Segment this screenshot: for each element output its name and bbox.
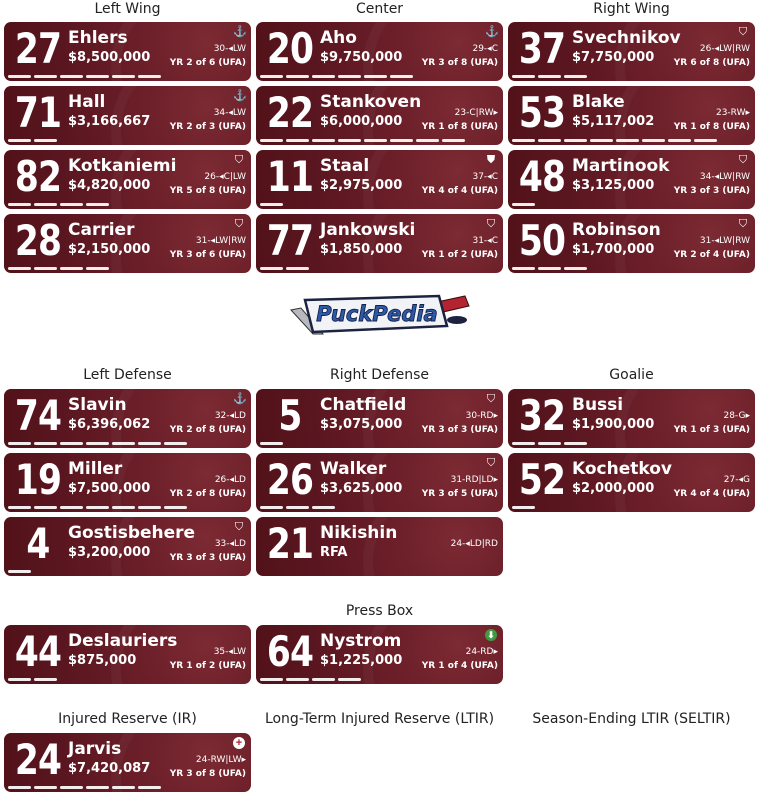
player-card-walker[interactable] (256, 453, 503, 512)
age-position: 31-◂LW|RW (195, 236, 246, 246)
player-salary: $1,900,000 (572, 417, 655, 432)
term-bar (312, 75, 335, 78)
term-bar (260, 203, 283, 206)
header-press-box: Press Box (345, 603, 414, 619)
term-bar (564, 267, 587, 270)
age-position: 31-◂C (472, 236, 498, 246)
term-bar (512, 442, 535, 445)
term-bar (312, 678, 335, 681)
player-salary: $2,975,000 (320, 178, 403, 193)
player-name: Svechnikov (572, 28, 681, 48)
term-bar (668, 139, 691, 142)
player-salary: $8,500,000 (68, 50, 151, 65)
age-position: 33-◂LD (214, 539, 246, 549)
contract-year: YR 2 of 6 (UFA) (169, 58, 246, 68)
term-bar (564, 442, 587, 445)
term-bar (86, 267, 109, 270)
contract-year: YR 6 of 8 (UFA) (673, 58, 750, 68)
age-position: 37-◂C (472, 172, 498, 182)
jersey-number: 28 (14, 216, 62, 265)
contract-year: YR 4 of 4 (UFA) (421, 186, 498, 196)
contract-year: YR 2 of 3 (UFA) (169, 122, 246, 132)
term-bar (60, 75, 83, 78)
jersey-number: 27 (14, 24, 62, 73)
player-card-nikishin[interactable] (256, 517, 503, 576)
player-salary: $875,000 (68, 653, 137, 668)
contract-term-bars (8, 442, 187, 445)
player-card-miller[interactable] (4, 453, 251, 512)
player-name: Chatfield (320, 395, 407, 415)
player-name: Staal (320, 156, 370, 176)
player-salary: $3,625,000 (320, 481, 403, 496)
jersey-number: 32 (518, 391, 566, 440)
jersey-number: 4 (26, 519, 50, 568)
contract-year: YR 1 of 4 (UFA) (421, 661, 498, 671)
term-bar (538, 442, 561, 445)
term-bar (286, 506, 309, 509)
player-name: Ehlers (68, 28, 128, 48)
contract-term-bars (260, 139, 465, 142)
jersey-number: 77 (266, 216, 314, 265)
player-name: Martinook (572, 156, 670, 176)
player-salary: $6,000,000 (320, 114, 403, 129)
player-name: Walker (320, 459, 387, 479)
contract-year: YR 2 of 8 (UFA) (169, 425, 246, 435)
shield-icon: ⛉ (486, 218, 496, 230)
age-position: 31-◂LW|RW (699, 236, 750, 246)
jersey-number: 50 (518, 216, 566, 265)
player-salary: $3,075,000 (320, 417, 403, 432)
contract-year: YR 3 of 6 (UFA) (169, 250, 246, 260)
term-bar (338, 75, 361, 78)
contract-year: YR 1 of 8 (UFA) (421, 122, 498, 132)
player-salary: $3,125,000 (572, 178, 655, 193)
player-salary: $6,396,062 (68, 417, 151, 432)
age-position: 26-◂LD (214, 475, 246, 485)
term-bar (286, 678, 309, 681)
jersey-number: 44 (14, 627, 62, 676)
term-bar (112, 506, 135, 509)
header-left-wing: Left Wing (94, 1, 161, 17)
term-bar (60, 442, 83, 445)
player-card-martinook[interactable] (508, 150, 755, 209)
age-position: 34-◂LW|RW (699, 172, 750, 182)
term-bar (260, 678, 283, 681)
contract-term-bars (512, 442, 587, 445)
age-position: 26-◂LW|RW (699, 44, 750, 54)
term-bar (538, 75, 561, 78)
player-card-blake[interactable] (508, 86, 755, 145)
term-bar (260, 506, 283, 509)
term-bar (138, 442, 161, 445)
term-bar (338, 139, 361, 142)
player-name: Kochetkov (572, 459, 672, 479)
anchor-icon: ⚓ (233, 26, 247, 38)
term-bar (260, 75, 283, 78)
player-name: Nystrom (320, 631, 402, 651)
contract-year: YR 3 of 8 (UFA) (421, 58, 498, 68)
term-bar (694, 139, 717, 142)
player-card-kotkaniemi[interactable] (4, 150, 251, 209)
player-salary: $3,200,000 (68, 545, 151, 560)
player-salary: $9,750,000 (320, 50, 403, 65)
term-bar (512, 139, 535, 142)
term-bar (34, 203, 57, 206)
shield-icon: ⛉ (234, 154, 244, 166)
jersey-number: 74 (14, 391, 62, 440)
term-bar (8, 678, 31, 681)
term-bar (34, 75, 57, 78)
age-position: 31-RD|LD▸ (450, 475, 498, 485)
player-card-deslauriers[interactable] (4, 625, 251, 684)
term-bar (138, 506, 161, 509)
age-position: 26-◂C|LW (204, 172, 246, 182)
contract-term-bars (512, 139, 717, 142)
contract-year: YR 1 of 2 (UFA) (421, 250, 498, 260)
header-center: Center (355, 1, 404, 17)
header-right-wing: Right Wing (593, 1, 670, 17)
contract-term-bars (8, 506, 187, 509)
player-card-slavin[interactable] (4, 389, 251, 448)
term-bar (8, 506, 31, 509)
contract-term-bars (512, 506, 535, 509)
age-position: 34-◂LW (213, 108, 246, 118)
jersey-number: 20 (266, 24, 314, 73)
contract-term-bars (260, 75, 413, 78)
player-salary: $1,225,000 (320, 653, 403, 668)
player-name: Hall (68, 92, 106, 112)
term-bar (286, 75, 309, 78)
header-right-defense: Right Defense (329, 367, 430, 383)
player-card-chatfield[interactable] (256, 389, 503, 448)
age-position: 30-RD▸ (465, 411, 498, 421)
contract-year: YR 3 of 3 (UFA) (673, 186, 750, 196)
player-salary: $3,166,667 (68, 114, 151, 129)
contract-term-bars (260, 203, 283, 206)
term-bar (8, 442, 31, 445)
player-name: Stankoven (320, 92, 422, 112)
contract-year: YR 5 of 8 (UFA) (169, 186, 246, 196)
term-bar (564, 75, 587, 78)
anchor-icon: ⚓ (233, 393, 247, 405)
puckpedia-logo[interactable] (287, 290, 472, 338)
contract-term-bars (260, 678, 361, 681)
term-bar (286, 139, 309, 142)
contract-year: YR 2 of 4 (UFA) (673, 250, 750, 260)
player-salary: $2,150,000 (68, 242, 151, 257)
player-card-gostisbehere[interactable] (4, 517, 251, 576)
term-bar (34, 442, 57, 445)
svg-text:PuckPedia: PuckPedia (316, 302, 438, 326)
header-ltir: Long-Term Injured Reserve (LTIR) (264, 711, 495, 727)
term-bar (34, 786, 57, 789)
contract-term-bars (260, 442, 283, 445)
shield-icon: ⛉ (738, 26, 748, 38)
player-name: Nikishin (320, 523, 398, 543)
age-position: 28-G▸ (723, 411, 750, 421)
term-bar (364, 75, 387, 78)
jersey-number: 82 (14, 152, 62, 201)
contract-term-bars (8, 139, 57, 142)
term-bar (286, 267, 309, 270)
term-bar (8, 203, 31, 206)
term-bar (60, 786, 83, 789)
jersey-number: 26 (266, 455, 314, 504)
term-bar (86, 506, 109, 509)
term-bar (8, 786, 31, 789)
shield-icon: ⛉ (738, 154, 748, 166)
player-salary: $1,850,000 (320, 242, 403, 257)
player-card-hall[interactable] (4, 86, 251, 145)
contract-term-bars (260, 267, 309, 270)
contract-term-bars (8, 678, 57, 681)
anchor-icon: ⚓ (233, 90, 247, 102)
term-bar (60, 506, 83, 509)
shield-icon: ⛉ (486, 457, 496, 469)
player-name: Carrier (68, 220, 135, 240)
contract-term-bars (8, 75, 161, 78)
term-bar (34, 678, 57, 681)
player-name: Slavin (68, 395, 127, 415)
jersey-number: 52 (518, 455, 566, 504)
contract-term-bars (8, 267, 109, 270)
contract-term-bars (8, 570, 31, 573)
term-bar (564, 139, 587, 142)
player-name: Miller (68, 459, 123, 479)
player-name: Blake (572, 92, 625, 112)
term-bar (260, 442, 283, 445)
term-bar (390, 139, 413, 142)
player-salary: $1,700,000 (572, 242, 655, 257)
term-bar (8, 570, 31, 573)
term-bar (164, 442, 187, 445)
player-salary: RFA (320, 545, 348, 560)
term-bar (86, 75, 109, 78)
term-bar (312, 506, 335, 509)
contract-year: YR 4 of 4 (UFA) (673, 489, 750, 499)
player-name: Robinson (572, 220, 661, 240)
age-position: 24-RD▸ (465, 647, 498, 657)
player-name: Deslauriers (68, 631, 178, 651)
jersey-number: 37 (518, 24, 566, 73)
term-bar (8, 267, 31, 270)
player-card-bussi[interactable] (508, 389, 755, 448)
shield-icon: ⛉ (486, 393, 496, 405)
term-bar (442, 139, 465, 142)
term-bar (616, 139, 639, 142)
player-salary: $4,820,000 (68, 178, 151, 193)
contract-term-bars (260, 506, 335, 509)
term-bar (538, 139, 561, 142)
term-bar (538, 267, 561, 270)
age-position: 32-◂LD (214, 411, 246, 421)
age-position: 27-◂G (723, 475, 750, 485)
term-bar (86, 786, 109, 789)
term-bar (112, 786, 135, 789)
contract-year: YR 3 of 3 (UFA) (421, 425, 498, 435)
term-bar (260, 139, 283, 142)
term-bar (138, 786, 161, 789)
player-name: Gostisbehere (68, 523, 196, 543)
contract-term-bars (8, 786, 161, 789)
age-position: 29-◂C (472, 44, 498, 54)
age-position: 24-◂LD|RD (450, 539, 498, 549)
jersey-number: 21 (266, 519, 314, 568)
contract-year: YR 1 of 2 (UFA) (169, 661, 246, 671)
contract-year: YR 1 of 8 (UFA) (673, 122, 750, 132)
contract-term-bars (512, 203, 535, 206)
age-position: 30-◂LW (213, 44, 246, 54)
term-bar (60, 267, 83, 270)
term-bar (60, 203, 83, 206)
player-card-aho[interactable] (256, 22, 503, 81)
jersey-number: 24 (14, 735, 62, 784)
jersey-number: 71 (14, 88, 62, 137)
age-position: 24-RW|LW▸ (195, 755, 246, 765)
player-name: Jankowski (320, 220, 416, 240)
jersey-number: 53 (518, 88, 566, 137)
jersey-number: 48 (518, 152, 566, 201)
player-salary: $7,420,087 (68, 761, 151, 776)
term-bar (34, 139, 57, 142)
age-position: 23-C|RW▸ (454, 108, 498, 118)
player-card-stankoven[interactable] (256, 86, 503, 145)
player-card-robinson[interactable] (508, 214, 755, 273)
player-salary: $7,750,000 (572, 50, 655, 65)
header-left-defense: Left Defense (83, 367, 172, 383)
term-bar (512, 506, 535, 509)
header-seltir: Season-Ending LTIR (SELTIR) (532, 711, 731, 727)
term-bar (590, 139, 613, 142)
shield-icon: ⛉ (234, 218, 244, 230)
player-salary: $2,000,000 (572, 481, 655, 496)
injury-cross-icon: + (233, 737, 245, 749)
header-injured-reserve: Injured Reserve (IR) (58, 711, 197, 727)
shield-icon: ⛉ (738, 218, 748, 230)
contract-year: YR 1 of 3 (UFA) (673, 425, 750, 435)
term-bar (416, 139, 439, 142)
player-name: Bussi (572, 395, 624, 415)
term-bar (112, 442, 135, 445)
term-bar (312, 139, 335, 142)
contract-term-bars (512, 267, 587, 270)
term-bar (338, 678, 361, 681)
player-card-carrier[interactable] (4, 214, 251, 273)
header-goalie: Goalie (609, 367, 654, 383)
player-card-staal[interactable] (256, 150, 503, 209)
term-bar (86, 203, 109, 206)
contract-year: YR 2 of 8 (UFA) (169, 489, 246, 499)
jersey-number: 11 (266, 152, 314, 201)
term-bar (512, 203, 535, 206)
term-bar (364, 139, 387, 142)
term-bar (642, 139, 665, 142)
shield-icon: ⛉ (234, 521, 244, 533)
term-bar (8, 75, 31, 78)
term-bar (112, 75, 135, 78)
term-bar (512, 267, 535, 270)
age-position: 35-◂LW (213, 647, 246, 657)
down-arrow-icon: ⬇ (485, 629, 497, 641)
anchor-icon: ⚓ (485, 26, 499, 38)
jersey-number: 64 (266, 627, 314, 676)
age-position: 23-RW▸ (715, 108, 750, 118)
player-card-svechnikov[interactable] (508, 22, 755, 81)
player-salary: $7,500,000 (68, 481, 151, 496)
term-bar (260, 267, 283, 270)
player-card-jankowski[interactable] (256, 214, 503, 273)
player-salary: $5,117,002 (572, 114, 655, 129)
term-bar (86, 442, 109, 445)
shield-filled-icon: ⛊ (486, 154, 496, 166)
player-name: Kotkaniemi (68, 156, 177, 176)
contract-year: YR 3 of 3 (UFA) (169, 553, 246, 563)
player-name: Jarvis (68, 739, 122, 759)
term-bar (390, 75, 413, 78)
jersey-number: 19 (14, 455, 62, 504)
term-bar (8, 139, 31, 142)
player-card-kochetkov[interactable] (508, 453, 755, 512)
contract-term-bars (512, 75, 587, 78)
term-bar (512, 75, 535, 78)
player-card-jarvis[interactable] (4, 733, 251, 792)
jersey-number: 5 (278, 391, 302, 440)
contract-year: YR 3 of 8 (UFA) (169, 769, 246, 779)
player-name: Aho (320, 28, 357, 48)
contract-year: YR 3 of 5 (UFA) (421, 489, 498, 499)
contract-term-bars (8, 203, 109, 206)
term-bar (138, 75, 161, 78)
jersey-number: 22 (266, 88, 314, 137)
term-bar (164, 506, 187, 509)
term-bar (34, 267, 57, 270)
player-card-nystrom[interactable] (256, 625, 503, 684)
term-bar (34, 506, 57, 509)
player-card-ehlers[interactable] (4, 22, 251, 81)
